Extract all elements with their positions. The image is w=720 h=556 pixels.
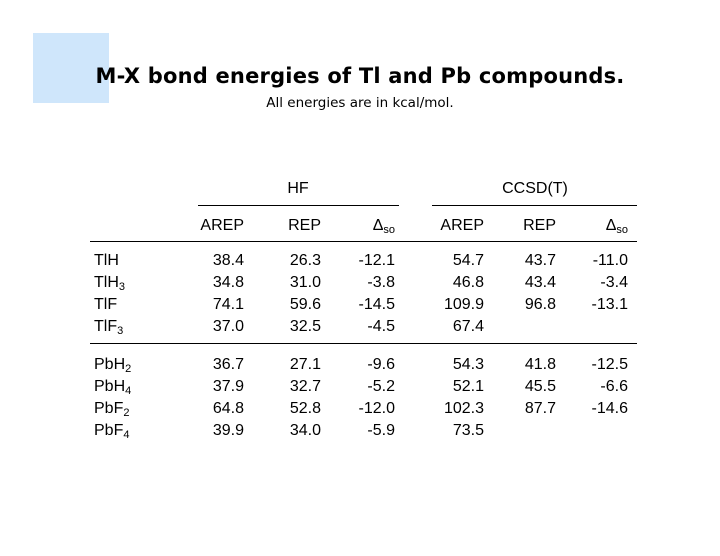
value-cell: 43.7 — [524, 252, 556, 269]
value-cell: -5.2 — [367, 378, 395, 395]
column-header-1: AREP — [200, 217, 244, 234]
compound-subscript: 4 — [125, 385, 132, 397]
value-cell: 54.7 — [452, 252, 484, 269]
group-rule-hf — [198, 205, 399, 206]
group-separator-rule — [90, 343, 637, 344]
compound-label — [94, 399, 184, 419]
value-cell: -3.8 — [367, 274, 395, 291]
group-rule-ccsdt — [432, 205, 637, 206]
value-cell: -12.1 — [358, 252, 395, 269]
value-cell: -13.1 — [591, 296, 628, 313]
value-cell: 32.5 — [289, 318, 321, 335]
value-cell: 36.7 — [212, 356, 244, 373]
header-rule — [90, 241, 637, 242]
compound-label — [94, 273, 184, 293]
value-cell: 109.9 — [443, 296, 484, 313]
value-cell: 34.0 — [289, 422, 321, 439]
column-header-6: $\Delta_{so}$ — [605, 217, 628, 236]
value-cell: 96.8 — [524, 296, 556, 313]
value-cell: 46.8 — [452, 274, 484, 291]
slide-title: M-X bond energies of Tl and Pb compounds. — [95, 64, 625, 88]
compound-subscript: 2 — [123, 407, 130, 419]
compound-base: PbF — [94, 422, 124, 439]
value-cell: 67.4 — [452, 318, 484, 335]
value-cell: 26.3 — [289, 252, 321, 269]
compound-base: TlH — [94, 274, 119, 291]
compound-subscript: 3 — [117, 325, 124, 337]
value-cell: 73.5 — [452, 422, 484, 439]
compound-subscript: 2 — [125, 363, 132, 375]
value-cell: 34.8 — [212, 274, 244, 291]
value-cell: 52.8 — [289, 400, 321, 417]
value-cell: -5.9 — [367, 422, 395, 439]
value-cell: 39.9 — [212, 422, 244, 439]
group-header-ccsdt: CCSD(T) — [502, 180, 568, 197]
compound-base: PbF — [94, 400, 124, 417]
column-header-2: REP — [288, 217, 321, 234]
value-cell: -12.0 — [358, 400, 395, 417]
value-cell: 52.1 — [452, 378, 484, 395]
value-cell: -4.5 — [367, 318, 395, 335]
value-cell: -14.6 — [591, 400, 628, 417]
value-cell: 43.4 — [524, 274, 556, 291]
value-cell: 102.3 — [443, 400, 484, 417]
value-cell: 38.4 — [212, 252, 244, 269]
value-cell: -3.4 — [600, 274, 628, 291]
compound-base: PbH — [94, 378, 126, 395]
value-cell: 45.5 — [524, 378, 556, 395]
value-cell: 27.1 — [289, 356, 321, 373]
value-cell: 31.0 — [289, 274, 321, 291]
value-cell: 64.8 — [212, 400, 244, 417]
value-cell: -9.6 — [367, 356, 395, 373]
compound-base: TlF — [94, 318, 118, 335]
compound-label — [94, 421, 184, 441]
compound-label — [94, 251, 184, 271]
value-cell: 54.3 — [452, 356, 484, 373]
column-header-3: $\Delta_{so}$ — [372, 217, 395, 236]
value-cell: 87.7 — [524, 400, 556, 417]
column-header-5: REP — [523, 217, 556, 234]
value-cell: -14.5 — [358, 296, 395, 313]
compound-base: PbH — [94, 356, 126, 373]
compound-subscript: 4 — [123, 429, 130, 441]
compound-base: TlF — [94, 296, 118, 313]
compound-label — [94, 317, 184, 337]
value-cell: 41.8 — [524, 356, 556, 373]
value-cell: 32.7 — [289, 378, 321, 395]
value-cell: 59.6 — [289, 296, 321, 313]
slide-subtitle: All energies are in kcal/mol. — [266, 95, 454, 111]
value-cell: -11.0 — [592, 252, 628, 269]
value-cell: -12.5 — [591, 356, 628, 373]
compound-label — [94, 295, 184, 315]
value-cell: 37.0 — [212, 318, 244, 335]
value-cell: 37.9 — [212, 378, 244, 395]
compound-base: TlH — [94, 252, 119, 269]
column-header-4: AREP — [440, 217, 484, 234]
value-cell: -6.6 — [600, 378, 628, 395]
value-cell: 74.1 — [212, 296, 244, 313]
compound-subscript: 3 — [118, 281, 126, 293]
compound-label — [94, 377, 184, 397]
compound-label — [94, 355, 184, 375]
group-header-hf: HF — [287, 180, 309, 197]
